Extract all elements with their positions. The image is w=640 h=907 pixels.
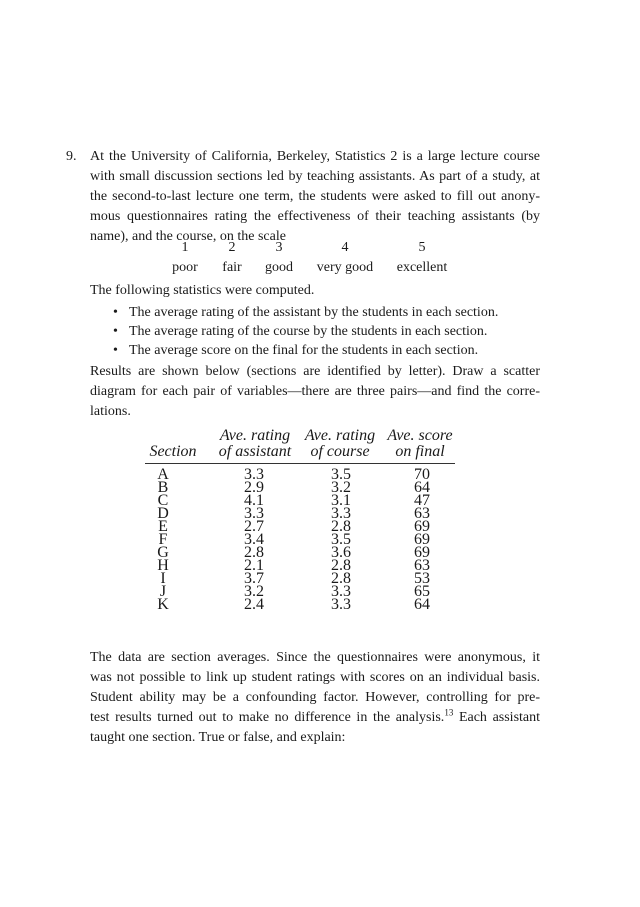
scale-label: poor — [172, 260, 198, 275]
cell-assistant-rating: 2.1 — [244, 557, 264, 574]
closing-line-tail: Each assistant — [453, 710, 541, 725]
cell-final-score: 69 — [414, 544, 430, 561]
cell-assistant-rating: 2.7 — [244, 518, 264, 535]
table-header-rule — [145, 463, 455, 464]
scale-value: 4 — [341, 240, 349, 255]
closing-line: Student ability may be a confounding factor. However, controlling for pre- — [90, 690, 540, 705]
bullet-text: The average rating of the course by the students in each section. — [129, 324, 488, 339]
bullet-list — [113, 303, 498, 360]
bullet-text: The average score on the final for the students in each section. — [129, 343, 479, 358]
cell-final-score: 64 — [414, 596, 430, 613]
cell-section: H — [157, 557, 169, 574]
rating-scale — [0, 238, 640, 278]
problem-number: 9. — [66, 149, 77, 164]
intro-line: with small discussion sections led by teaching assistants. As part of a study, at — [90, 169, 540, 184]
cell-section: F — [158, 531, 168, 548]
header-text: Section — [149, 443, 197, 460]
scale-item — [377, 238, 467, 278]
scale-label: fair — [222, 260, 242, 275]
closing-line-text: test results turned out to make no difference in the analysis. — [90, 710, 445, 725]
results-line: lations. — [90, 404, 131, 419]
header-text: of assistant — [218, 443, 292, 460]
cell-course-rating: 3.3 — [331, 583, 351, 600]
footnote-marker: 13 — [444, 707, 454, 718]
scale-value: 2 — [228, 240, 236, 255]
closing-line: was not possible to link up student ratings with scores on an individual basis. — [90, 670, 540, 685]
table-header-final — [375, 428, 465, 460]
cell-final-score: 63 — [414, 557, 430, 574]
header-text: Ave. score — [387, 427, 453, 444]
closing-line: The data are section averages. Since the questionnaires were anonymous, it — [90, 650, 540, 665]
cell-course-rating: 3.6 — [331, 544, 351, 561]
table-header-assistant — [210, 428, 300, 460]
cell-section: K — [157, 596, 169, 613]
cell-course-rating: 3.5 — [331, 466, 351, 483]
cell-course-rating: 3.3 — [331, 505, 351, 522]
cell-assistant-rating: 3.4 — [244, 531, 264, 548]
closing-paragraph — [90, 648, 540, 748]
cell-section: G — [157, 544, 169, 561]
intro-line: name), and the course, on the scale — [90, 229, 286, 244]
bullet-item — [113, 322, 498, 341]
cell-section: B — [157, 479, 169, 496]
cell-course-rating: 3.1 — [331, 492, 351, 509]
cell-assistant-rating: 3.3 — [244, 466, 264, 483]
cell-final-score: 64 — [414, 479, 430, 496]
stats-intro-line: The following statistics were computed. — [90, 283, 315, 298]
bullet-icon: • — [113, 343, 118, 358]
bullet-item — [113, 303, 498, 322]
cell-section: J — [159, 583, 167, 600]
cell-section: A — [157, 466, 169, 483]
cell-section: I — [160, 570, 166, 587]
cell-section: D — [157, 505, 169, 522]
intro-line: At the University of California, Berkeley, Statistics 2 is a large lecture course — [90, 149, 540, 164]
cell-final-score: 63 — [414, 505, 430, 522]
cell-final-score: 65 — [414, 583, 430, 600]
cell-final-score: 69 — [414, 531, 430, 548]
header-text: Ave. rating — [304, 427, 376, 444]
results-line: Results are shown below (sections are identified by letter). Draw a scatter — [90, 364, 540, 379]
cell-assistant-rating: 3.3 — [244, 505, 264, 522]
scale-value: 1 — [181, 240, 189, 255]
scale-value: 3 — [275, 240, 283, 255]
cell-final-score: 69 — [414, 518, 430, 535]
cell-final-score: 70 — [414, 466, 430, 483]
closing-line: taught one section. True or false, and explain: — [90, 730, 346, 745]
bullet-icon: • — [113, 324, 118, 339]
cell-assistant-rating: 2.9 — [244, 479, 264, 496]
cell-course-rating: 3.2 — [331, 479, 351, 496]
stats-intro — [90, 281, 540, 301]
cell-final-score: 47 — [414, 492, 430, 509]
cell-course-rating: 3.5 — [331, 531, 351, 548]
intro-line: the second-to-last lecture one term, the students were asked to fill out anony- — [90, 189, 540, 204]
results-paragraph — [90, 362, 540, 422]
cell-section: E — [158, 518, 168, 535]
cell-section: C — [157, 492, 169, 509]
cell-course-rating: 3.3 — [331, 596, 351, 613]
header-text: Ave. rating — [219, 427, 291, 444]
cell-course-rating: 2.8 — [331, 570, 351, 587]
cell-assistant-rating: 3.2 — [244, 583, 264, 600]
intro-paragraph — [90, 147, 540, 247]
table-header-course — [295, 428, 385, 460]
cell-assistant-rating: 2.4 — [244, 596, 264, 613]
bullet-text: The average rating of the assistant by the students in each section. — [129, 305, 499, 320]
cell-assistant-rating: 3.7 — [244, 570, 264, 587]
results-line: diagram for each pair of variables—there are three pairs—and find the corre- — [90, 384, 540, 399]
header-text: of course — [310, 443, 370, 460]
closing-line — [90, 708, 540, 728]
cell-course-rating: 2.8 — [331, 557, 351, 574]
scale-label: very good — [316, 260, 374, 275]
intro-line: mous questionnaires rating the effectiveness of their teaching assistants (by — [90, 209, 540, 224]
cell-assistant-rating: 4.1 — [244, 492, 264, 509]
bullet-item — [113, 341, 498, 360]
bullet-icon: • — [113, 305, 118, 320]
cell-assistant-rating: 2.8 — [244, 544, 264, 561]
table-header-section — [148, 444, 198, 460]
scale-label: excellent — [396, 260, 448, 275]
cell-final-score: 53 — [414, 570, 430, 587]
cell-course-rating: 2.8 — [331, 518, 351, 535]
scale-value: 5 — [418, 240, 426, 255]
scale-label: good — [265, 260, 293, 275]
header-text: on final — [395, 443, 445, 460]
